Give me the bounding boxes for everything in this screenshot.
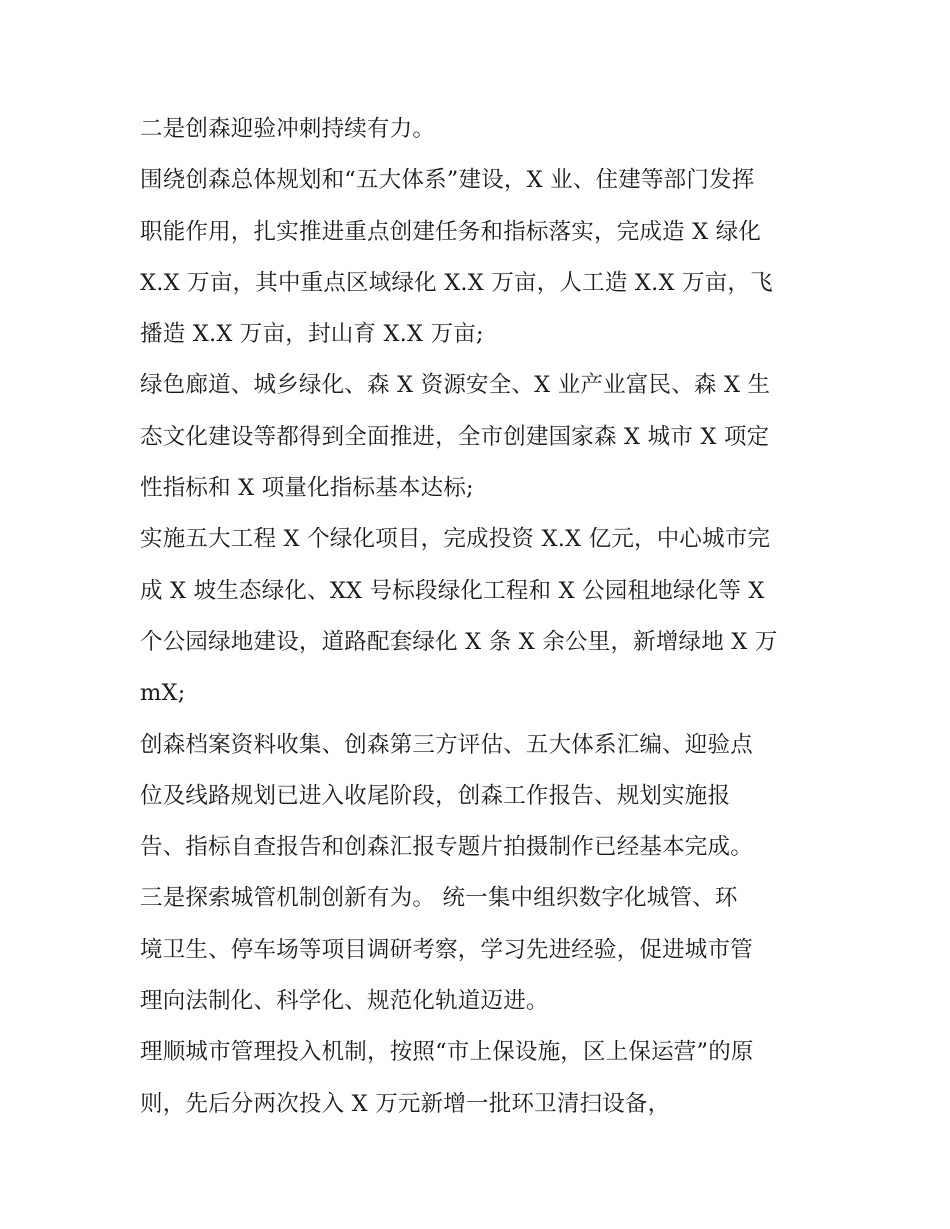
- text-line: 则，先后分两次投入 X 万元新增一批环卫清扫设备，: [140, 1090, 671, 1117]
- text-line: 播造 X.X 万亩，封山育 X.X 万亩;: [140, 321, 484, 348]
- text-line: 围绕创森总体规划和“五大体系”建设，X 业、住建等部门发挥: [140, 167, 755, 194]
- document-body: [140, 104, 830, 1130]
- text-line: 职能作用，扎实推进重点创建任务和指标落实，完成造 X 绿化: [140, 218, 762, 245]
- text-line: 绿色廊道、城乡绿化、森 X 资源安全、X 业产业富民、森 X 生: [140, 372, 771, 399]
- text-line: mX;: [140, 680, 186, 707]
- text-line: 理向法制化、科学化、规范化轨道迈进。: [140, 988, 549, 1015]
- text-line: 成 X 坡生态绿化、XX 号标段绿化工程和 X 公园租地绿化等 X: [140, 577, 765, 604]
- text-line: 个公园绿地建设，道路配套绿化 X 条 X 余公里，新增绿地 X 万: [140, 628, 778, 655]
- text-line: 二是创森迎验冲刺持续有力。: [140, 116, 436, 142]
- text-line: 态文化建设等都得到全面推进，全市创建国家森 X 城市 X 项定: [140, 423, 770, 450]
- text-line: 三是探索城管机制创新有为。 统一集中组织数字化城管、环: [140, 885, 738, 912]
- text-line: 创森档案资料收集、创森第三方评估、五大体系汇编、迎验点: [140, 731, 753, 758]
- text-line: 理顺城市管理投入机制，按照“市上保设施，区上保运营”的原: [140, 1039, 754, 1066]
- text-line: 告、指标自查报告和创森汇报专题片拍摄制作已经基本完成。: [140, 834, 753, 861]
- text-line: 性指标和 X 项量化指标基本达标;: [140, 475, 474, 502]
- text-line: 位及线路规划已进入收尾阶段，创森工作报告、规划实施报: [140, 782, 731, 809]
- text-line: 境卫生、停车场等项目调研考察，学习先进经验，促进城市管: [140, 936, 753, 963]
- text-line: X.X 万亩，其中重点区域绿化 X.X 万亩，人工造 X.X 万亩，飞: [140, 269, 773, 296]
- text-line: 实施五大工程 X 个绿化项目，完成投资 X.X 亿元，中心城市完: [140, 526, 771, 553]
